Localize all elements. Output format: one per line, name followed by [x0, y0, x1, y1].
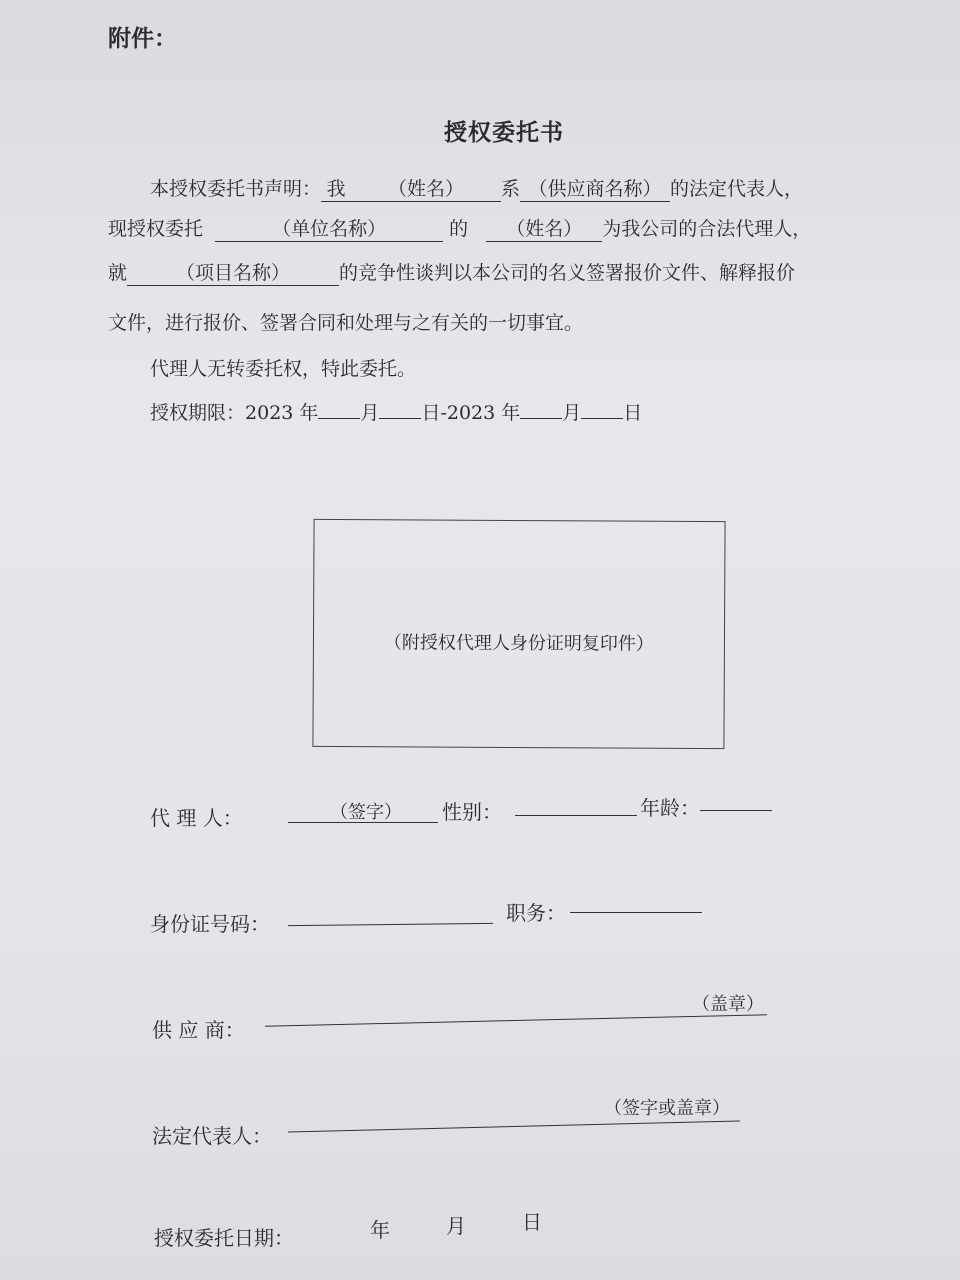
- authorization-date-label: 授权委托日期：: [154, 1226, 294, 1250]
- gender-label: 性别：: [442, 800, 502, 824]
- age-line[interactable]: [700, 810, 772, 811]
- para1-line1: [150, 174, 803, 202]
- supplier-seal-line[interactable]: [265, 1014, 767, 1026]
- position-label: 职务：: [506, 901, 566, 925]
- legal-rep-label: 法定代表人：: [152, 1124, 272, 1148]
- legal-rep-sign-line[interactable]: [288, 1120, 740, 1132]
- agent-label: 代 理 人：: [150, 806, 243, 830]
- para1-lead: 本授权委托书声明：: [150, 178, 322, 200]
- period-month1: 月: [360, 402, 380, 424]
- line3-lead: 就: [108, 262, 128, 284]
- line3-tail: 的竞争性谈判以本公司的名义签署报价文件、解释报价: [339, 262, 796, 284]
- age-label: 年龄：: [640, 796, 700, 820]
- supplier-name-blank[interactable]: （供应商名称）: [520, 174, 670, 202]
- id-number-label: 身份证号码：: [150, 912, 270, 936]
- agent-sign-hint: （签字）: [330, 802, 402, 823]
- para1-line3: [108, 258, 795, 286]
- day1-blank[interactable]: [379, 418, 421, 419]
- period-label: 授权期限：: [150, 402, 246, 424]
- legal-rep-sign-hint: （签字或盖章）: [604, 1098, 730, 1119]
- id-number-line[interactable]: [288, 923, 493, 926]
- month1-blank[interactable]: [318, 418, 360, 419]
- id-copy-text: （附授权代理人身份证明复印件）: [383, 632, 655, 655]
- document-title: 授权委托书: [444, 119, 564, 146]
- supplier-seal-hint: （盖章）: [692, 994, 764, 1015]
- de-text: 的: [449, 218, 469, 240]
- unit-name-blank[interactable]: （单位名称）: [215, 214, 443, 242]
- position-line[interactable]: [570, 912, 702, 913]
- fading-text: 的法定代表人，: [670, 178, 804, 200]
- line2-tail: 为我公司的合法代理人，: [602, 218, 812, 240]
- line2-lead: 现授权委托: [108, 218, 204, 240]
- period-day1: 日-2023 年: [421, 402, 521, 424]
- period-year1: 2023 年: [245, 402, 319, 424]
- date-year: 年: [370, 1218, 390, 1242]
- name-blank-1[interactable]: （姓名）: [351, 174, 501, 202]
- project-name-blank[interactable]: （项目名称）: [127, 258, 339, 286]
- name-blank-2[interactable]: （姓名）: [486, 214, 602, 242]
- xi-text: 系: [501, 178, 521, 200]
- date-day: 日: [522, 1210, 542, 1234]
- period-day2: 日: [623, 402, 643, 424]
- para1-line4: 文件，进行报价、签署合同和处理与之有关的一切事宜。: [108, 312, 584, 334]
- month2-blank[interactable]: [520, 418, 562, 419]
- id-copy-box: [312, 519, 725, 749]
- para1-line2: [108, 214, 811, 242]
- date-month: 月: [446, 1214, 466, 1238]
- attachment-label: 附件：: [108, 26, 177, 52]
- period-month2: 月: [562, 402, 582, 424]
- period-line: [150, 398, 642, 425]
- day2-blank[interactable]: [581, 418, 623, 419]
- gender-line[interactable]: [515, 815, 637, 816]
- wo-text: 我: [321, 174, 351, 202]
- supplier-label: 供 应 商：: [152, 1018, 245, 1042]
- para2: 代理人无转委托权，特此委托。: [150, 358, 417, 380]
